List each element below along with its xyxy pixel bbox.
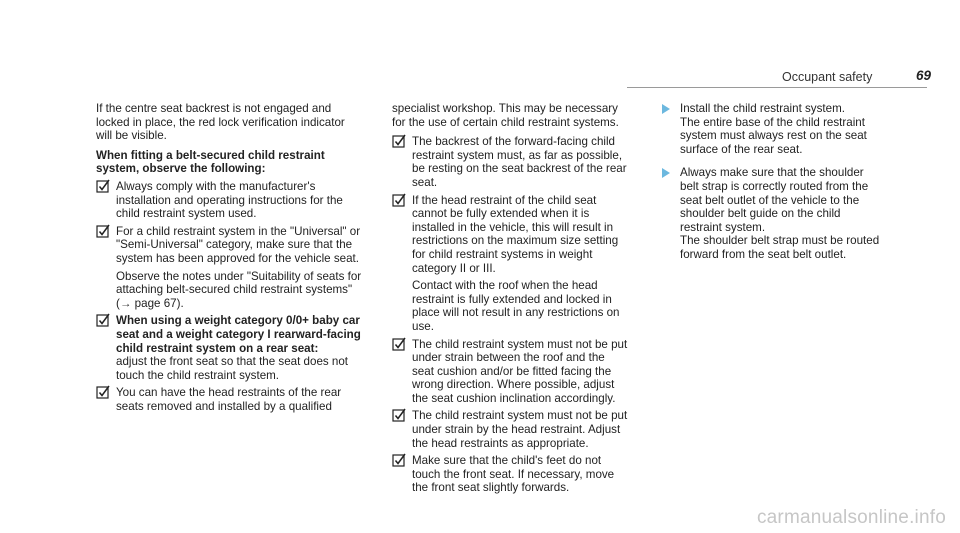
list-item bbox=[96, 386, 364, 413]
checkbox-tick-icon bbox=[96, 313, 110, 327]
checkbox-tick-icon bbox=[392, 134, 406, 148]
checkbox-tick-icon bbox=[392, 337, 406, 351]
list-item bbox=[392, 194, 628, 334]
list-item-text: You can have the head restraints of the rear seats removed and installed by a qualified bbox=[116, 386, 342, 413]
section-title: Occupant safety bbox=[782, 70, 873, 84]
list-item-text: The backrest of the forward-facing child restraint system must, as far as possible, be resting on the seat backrest of the rear seat. bbox=[412, 135, 627, 189]
list-item-text: If the head restraint of the child seat cannot be fully extended when it is installed in the vehicle, this will result in restrictions on the maximum size setting for child restraint systems in weight category II or III. bbox=[412, 193, 619, 275]
list-item-note: Contact with the roof when the head restraint is fully extended and locked in place will not result in any restrictions on use. bbox=[412, 279, 620, 333]
list-item bbox=[96, 314, 364, 382]
step-item bbox=[660, 102, 880, 156]
page-reference-note: Observe the notes under "Suitability of seats for attaching belt-secured child restraint systems" (→ page 67). bbox=[116, 269, 362, 310]
list-item-text: adjust the front seat so that the seat does not touch the child restraint system. bbox=[116, 355, 349, 382]
step-arrow-icon bbox=[662, 104, 670, 114]
checkbox-tick-icon bbox=[392, 408, 406, 422]
list-item bbox=[392, 454, 628, 495]
continued-paragraph: specialist workshop. This may be necessary for the use of certain child restraint systems. bbox=[392, 102, 619, 129]
watermark: carmanualsonline.info bbox=[756, 507, 946, 528]
checkbox-tick-icon bbox=[96, 179, 110, 193]
header-rule bbox=[627, 87, 927, 88]
step-note: The shoulder belt strap must be routed forward from the seat belt outlet. bbox=[680, 234, 880, 261]
intro-paragraph: If the centre seat backrest is not engaged and locked in place, the red lock verification indicator will be visible. bbox=[96, 102, 345, 143]
checkbox-tick-icon bbox=[96, 385, 110, 399]
list-item bbox=[392, 338, 628, 406]
list-item-text: Always comply with the manufacturer's installation and operating instructions for the child restraint system used. bbox=[116, 179, 343, 221]
checkbox-tick-icon bbox=[392, 453, 406, 467]
column-2 bbox=[392, 102, 628, 499]
list-item bbox=[392, 409, 628, 450]
page-number: 69 bbox=[916, 68, 932, 83]
step-arrow-icon bbox=[662, 168, 670, 178]
section-heading: When fitting a belt-secured child restraint system, observe the following: bbox=[96, 148, 325, 176]
list-item bbox=[96, 225, 364, 311]
step-note: The entire base of the child restraint system must always rest on the seat surface of the rear seat. bbox=[680, 115, 867, 156]
step-text: Always make sure that the shoulder belt strap is correctly routed from the seat belt outlet of the vehicle to the shoulder belt guide on the child restraint system. bbox=[680, 166, 869, 234]
column-1 bbox=[96, 102, 364, 417]
column-3 bbox=[660, 102, 880, 272]
checkbox-tick-icon bbox=[96, 224, 110, 238]
list-item bbox=[392, 135, 628, 189]
list-item-text: The child restraint system must not be put under strain between the roof and the seat cushion and/or be fitted facing the wrong direction. Where possible, adjust the seat cushion inclination accordingly. bbox=[412, 337, 628, 405]
list-item-text: Make sure that the child's feet do not touch the front seat. If necessary, move the front seat slightly forwards. bbox=[412, 454, 615, 495]
list-item-text: For a child restraint system in the "Universal" or "Semi-Universal" category, make sure that the system has been approved for the vehicle seat. bbox=[116, 224, 361, 265]
list-item-bold-text: When using a weight category 0/0+ baby car seat and a weight category I rearward-facing child restraint system on a rear seat: bbox=[116, 314, 361, 355]
checkbox-tick-icon bbox=[392, 193, 406, 207]
step-text: Install the child restraint system. bbox=[680, 102, 845, 115]
step-item bbox=[660, 166, 880, 261]
list-item-text: The child restraint system must not be put under strain by the head restraint. Adjust the head restraints as appropriate. bbox=[412, 409, 628, 450]
list-item bbox=[96, 180, 364, 221]
